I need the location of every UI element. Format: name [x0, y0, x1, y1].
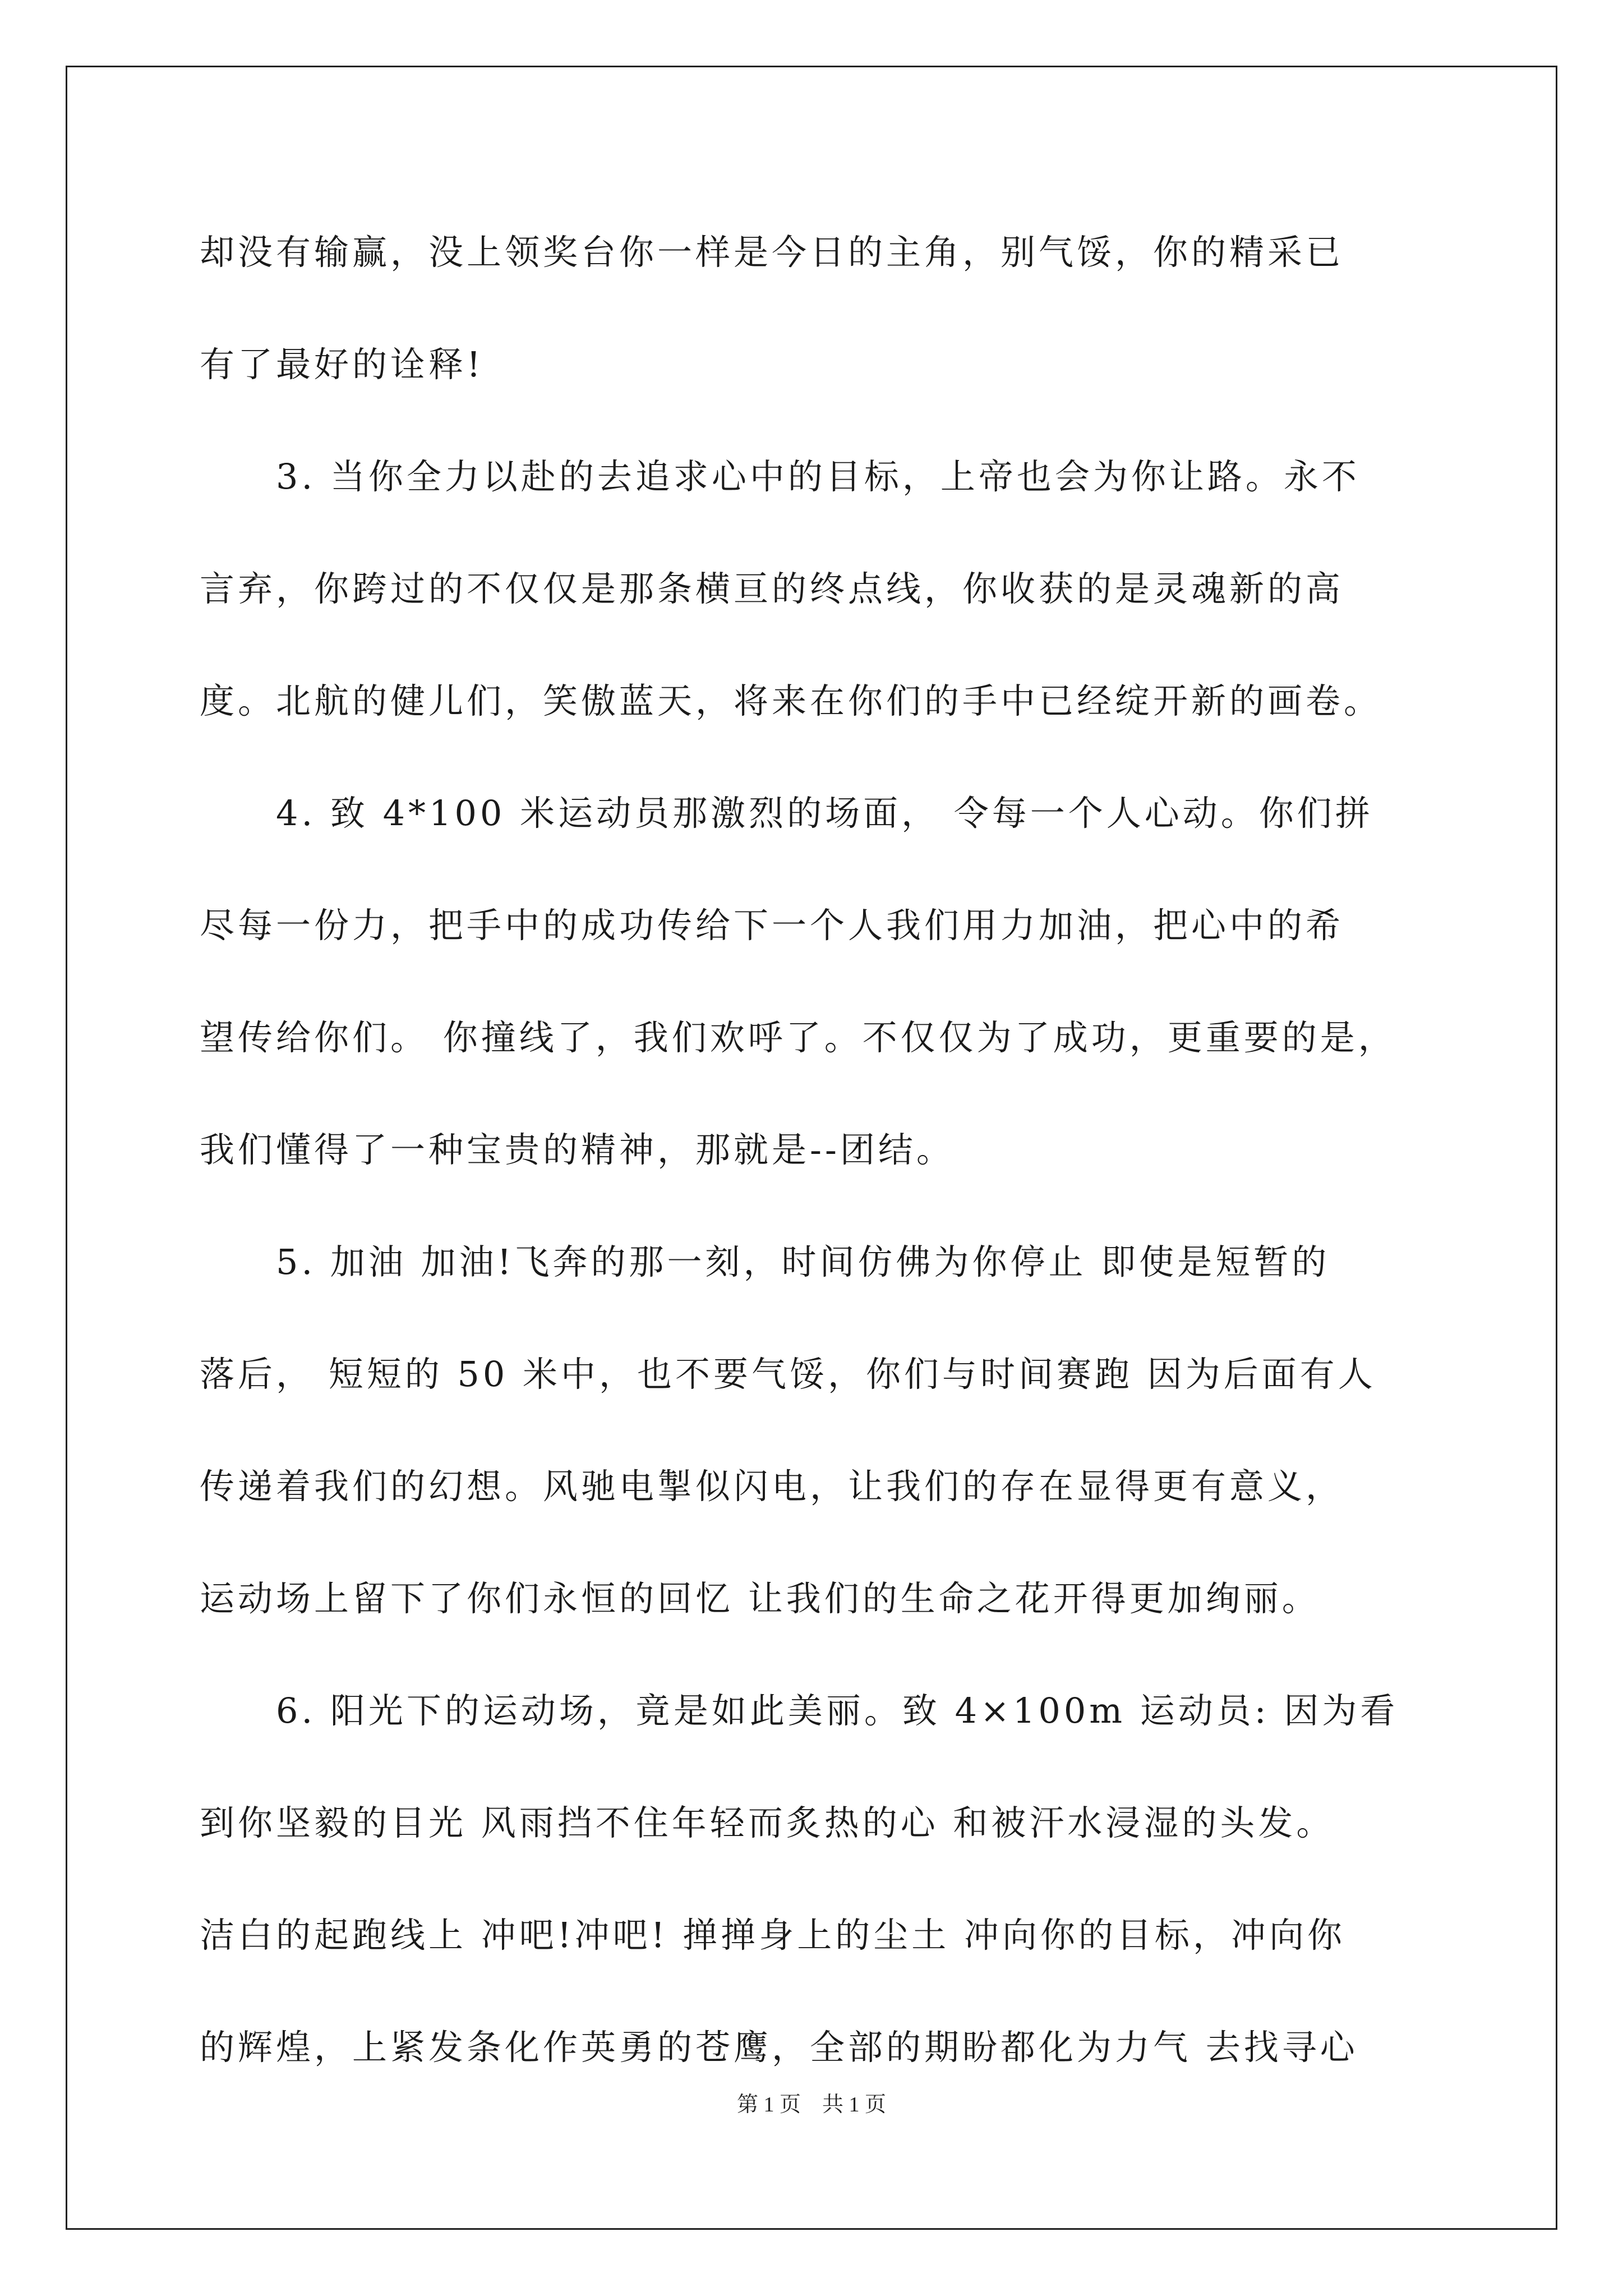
text-line: 到你坚毅的目光 风雨挡不住年轻而炙热的心 和被汗水浸湿的头发。: [200, 1802, 1335, 1843]
text-line: 落后， 短短的 50 米中，也不要气馁，你们与时间赛跑 因为后面有人: [200, 1354, 1376, 1395]
text-line: 尽每一份力，把手中的成功传给下一个人我们用力加油，把心中的希: [200, 905, 1344, 946]
text-line: 望传给你们。 你撞线了，我们欢呼了。不仅仅为了成功，更重要的是，: [200, 1017, 1396, 1058]
text-line: 言弃，你跨过的不仅仅是那条横亘的终点线，你收获的是灵魂新的高: [200, 568, 1344, 609]
text-line: 我们懂得了一种宝贵的精神，那就是--团结。: [200, 1129, 955, 1170]
text-line: 度。北航的健儿们，笑傲蓝天，将来在你们的手中已经绽开新的画卷。: [200, 680, 1382, 721]
text-line: 却没有输赢，没上领奖台你一样是今日的主角，别气馁，你的精采已: [200, 232, 1344, 273]
text-line: 传递着我们的幻想。风驰电掣似闪电，让我们的存在显得更有意义，: [200, 1466, 1344, 1507]
text-line: 运动场上留下了你们永恒的回忆 让我们的生命之花开得更加绚丽。: [200, 1578, 1320, 1619]
text-line: 6. 阳光下的运动场，竟是如此美丽。致 4×100m 运动员: 因为看: [200, 1690, 1399, 1731]
document-body: [200, 222, 1433, 2129]
page-footer: [0, 2087, 1623, 2118]
text-line: 的辉煌，上紧发条化作英勇的苍鹰，全部的期盼都化为力气 去找寻心: [200, 2027, 1358, 2068]
text-line: 洁白的起跑线上 冲吧!冲吧! 掸掸身上的尘土 冲向你的目标，冲向你: [200, 1915, 1345, 1955]
text-line: 4. 致 4*100 米运动员那激烈的场面， 令每一个人心动。你们拼: [200, 793, 1373, 834]
page-number: 第 1 页 共 1 页: [736, 2093, 886, 2116]
text-line: 3. 当你全力以赴的去追求心中的目标，上帝也会为你让路。永不: [200, 456, 1360, 497]
text-line: 有了最好的诠释!: [200, 344, 484, 385]
text-line: 5. 加油 加油!飞奔的那一刻，时间仿佛为你停止 即使是短暂的: [200, 1241, 1330, 1282]
